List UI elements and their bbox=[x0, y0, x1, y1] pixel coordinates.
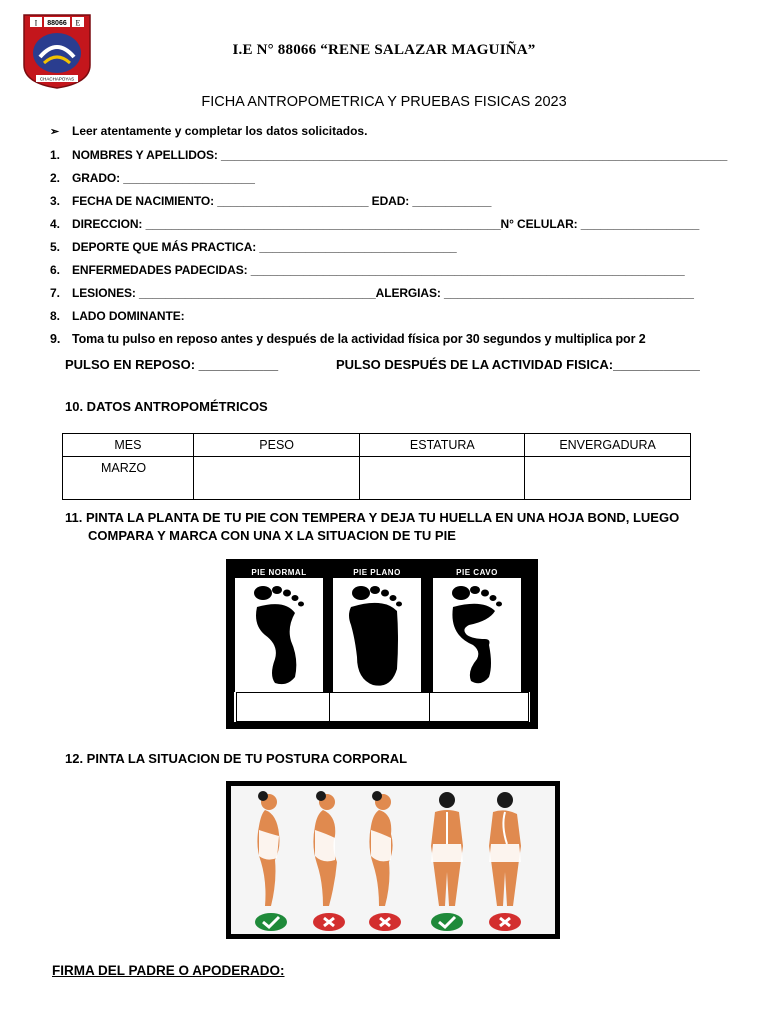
foot-label-cavus: PIE CAVO bbox=[433, 567, 521, 578]
cross-mark-icon-2 bbox=[369, 913, 401, 931]
field-number: 7. bbox=[50, 286, 60, 300]
pulse-rest-field[interactable]: PULSO EN REPOSO: ___________ bbox=[65, 357, 279, 372]
page-title: FICHA ANTROPOMETRICA Y PRUEBAS FISICAS 2023 bbox=[201, 94, 567, 110]
anthropometric-table bbox=[62, 433, 691, 500]
foot-panel-cavus bbox=[431, 565, 523, 695]
check-mark-icon bbox=[255, 913, 287, 931]
foot-label-normal: PIE NORMAL bbox=[235, 567, 323, 578]
cell-mes: MARZO bbox=[63, 457, 194, 500]
pulse-after-field[interactable]: PULSO DESPUÉS DE LA ACTIVIDAD FISICA:____________ bbox=[336, 357, 700, 372]
field-grado[interactable] bbox=[50, 171, 255, 185]
field-lesiones-alergias[interactable] bbox=[50, 286, 694, 300]
logo-city: CHACHAPOYAS bbox=[39, 76, 75, 82]
posture-figures-icon bbox=[231, 786, 555, 934]
field-text: ENFERMEDADES PADECIDAS: __________________________________________________________________ bbox=[72, 263, 685, 277]
section-10-heading: 10. DATOS ANTROPOMÉTRICOS bbox=[65, 399, 268, 414]
posture-side-correct-icon bbox=[257, 791, 279, 906]
field-lado-dominante[interactable] bbox=[50, 309, 185, 323]
col-header-envergadura: ENVERGADURA bbox=[525, 434, 691, 457]
logo-number: 88066 bbox=[47, 20, 67, 27]
field-text: LADO DOMINANTE: bbox=[72, 309, 185, 323]
foot-checkbox-cavus[interactable] bbox=[429, 692, 529, 722]
cross-mark-icon bbox=[313, 913, 345, 931]
field-number: 6. bbox=[50, 263, 60, 277]
field-text: Toma tu pulso en reposo antes y después de la actividad física por 30 segundos y multiplica por 2 bbox=[72, 332, 646, 346]
posture-back-correct-icon bbox=[431, 792, 463, 906]
posture-side-incorrect-icon bbox=[313, 791, 337, 906]
cell-peso[interactable] bbox=[193, 457, 360, 500]
field-enfermedades[interactable] bbox=[50, 263, 685, 277]
field-nombres[interactable] bbox=[50, 148, 727, 162]
col-header-mes: MES bbox=[63, 434, 194, 457]
section-11-line1: 11. PINTA LA PLANTA DE TU PIE CON TEMPERA Y DEJA TU HUELLA EN UNA HOJA BOND, LUEGO bbox=[65, 510, 680, 525]
col-header-peso: PESO bbox=[193, 434, 360, 457]
posture-side-incorrect-icon-2 bbox=[369, 791, 392, 906]
posture-figure bbox=[226, 781, 560, 939]
field-deporte[interactable] bbox=[50, 240, 457, 254]
field-text: DIRECCION: ______________________________________________________N° CELULAR: __________________ bbox=[72, 217, 700, 231]
parent-signature-label: FIRMA DEL PADRE O APODERADO: bbox=[52, 963, 285, 978]
field-number: 5. bbox=[50, 240, 60, 254]
field-number: 1. bbox=[50, 148, 60, 162]
field-number: 3. bbox=[50, 194, 60, 208]
instruction-text: Leer atentamente y completar los datos solicitados. bbox=[72, 124, 368, 138]
posture-back-incorrect-icon bbox=[489, 792, 521, 906]
normal-foot-icon bbox=[235, 579, 323, 693]
foot-checkbox-normal[interactable] bbox=[236, 692, 330, 722]
section-12-heading: 12. PINTA LA SITUACION DE TU POSTURA CORPORAL bbox=[65, 751, 408, 766]
school-name: I.E N° 88066 “RENE SALAZAR MAGUIÑA” bbox=[232, 42, 536, 58]
field-number: 9. bbox=[50, 332, 61, 346]
foot-panel-normal bbox=[233, 565, 325, 695]
field-text: LESIONES: ____________________________________ALERGIAS: ______________________________________ bbox=[72, 286, 694, 300]
field-number: 2. bbox=[50, 171, 60, 185]
cavus-foot-icon bbox=[433, 579, 521, 693]
arrow-bullet-icon: ➢ bbox=[50, 126, 60, 138]
foot-checkbox-flat[interactable] bbox=[329, 692, 430, 722]
table-header-row bbox=[63, 434, 691, 457]
flat-foot-icon bbox=[333, 579, 421, 693]
foot-types-figure bbox=[226, 559, 538, 729]
foot-label-flat: PIE PLANO bbox=[333, 567, 421, 578]
field-direccion-celular[interactable] bbox=[50, 217, 699, 231]
field-text: DEPORTE QUE MÁS PRACTICA: ______________________________ bbox=[72, 240, 457, 254]
field-number: 8. bbox=[50, 309, 60, 323]
field-text: FECHA DE NACIMIENTO: _______________________ EDAD: ____________ bbox=[72, 194, 492, 208]
logo-letter-e: E bbox=[75, 18, 81, 28]
field-number: 4. bbox=[50, 217, 60, 231]
section-11-line2: COMPARA Y MARCA CON UNA X LA SITUACION DE TU PIE bbox=[88, 528, 456, 543]
check-mark-icon-2 bbox=[431, 913, 463, 931]
logo-letter-i: I bbox=[34, 18, 38, 28]
field-text: NOMBRES Y APELLIDOS: _____________________________________________________________________________ bbox=[72, 148, 728, 162]
field-pulso-instruccion bbox=[50, 332, 646, 346]
field-fecha-edad[interactable] bbox=[50, 194, 491, 208]
field-text: GRADO: ____________________ bbox=[72, 171, 255, 185]
posture-panel bbox=[231, 786, 555, 934]
table-row bbox=[63, 457, 691, 500]
cell-envergadura[interactable] bbox=[525, 457, 691, 500]
cell-estatura[interactable] bbox=[360, 457, 525, 500]
foot-panel-flat bbox=[331, 565, 423, 695]
col-header-estatura: ESTATURA bbox=[360, 434, 525, 457]
foot-check-row bbox=[234, 692, 530, 722]
instruction bbox=[50, 124, 367, 138]
cross-mark-icon-3 bbox=[489, 913, 521, 931]
